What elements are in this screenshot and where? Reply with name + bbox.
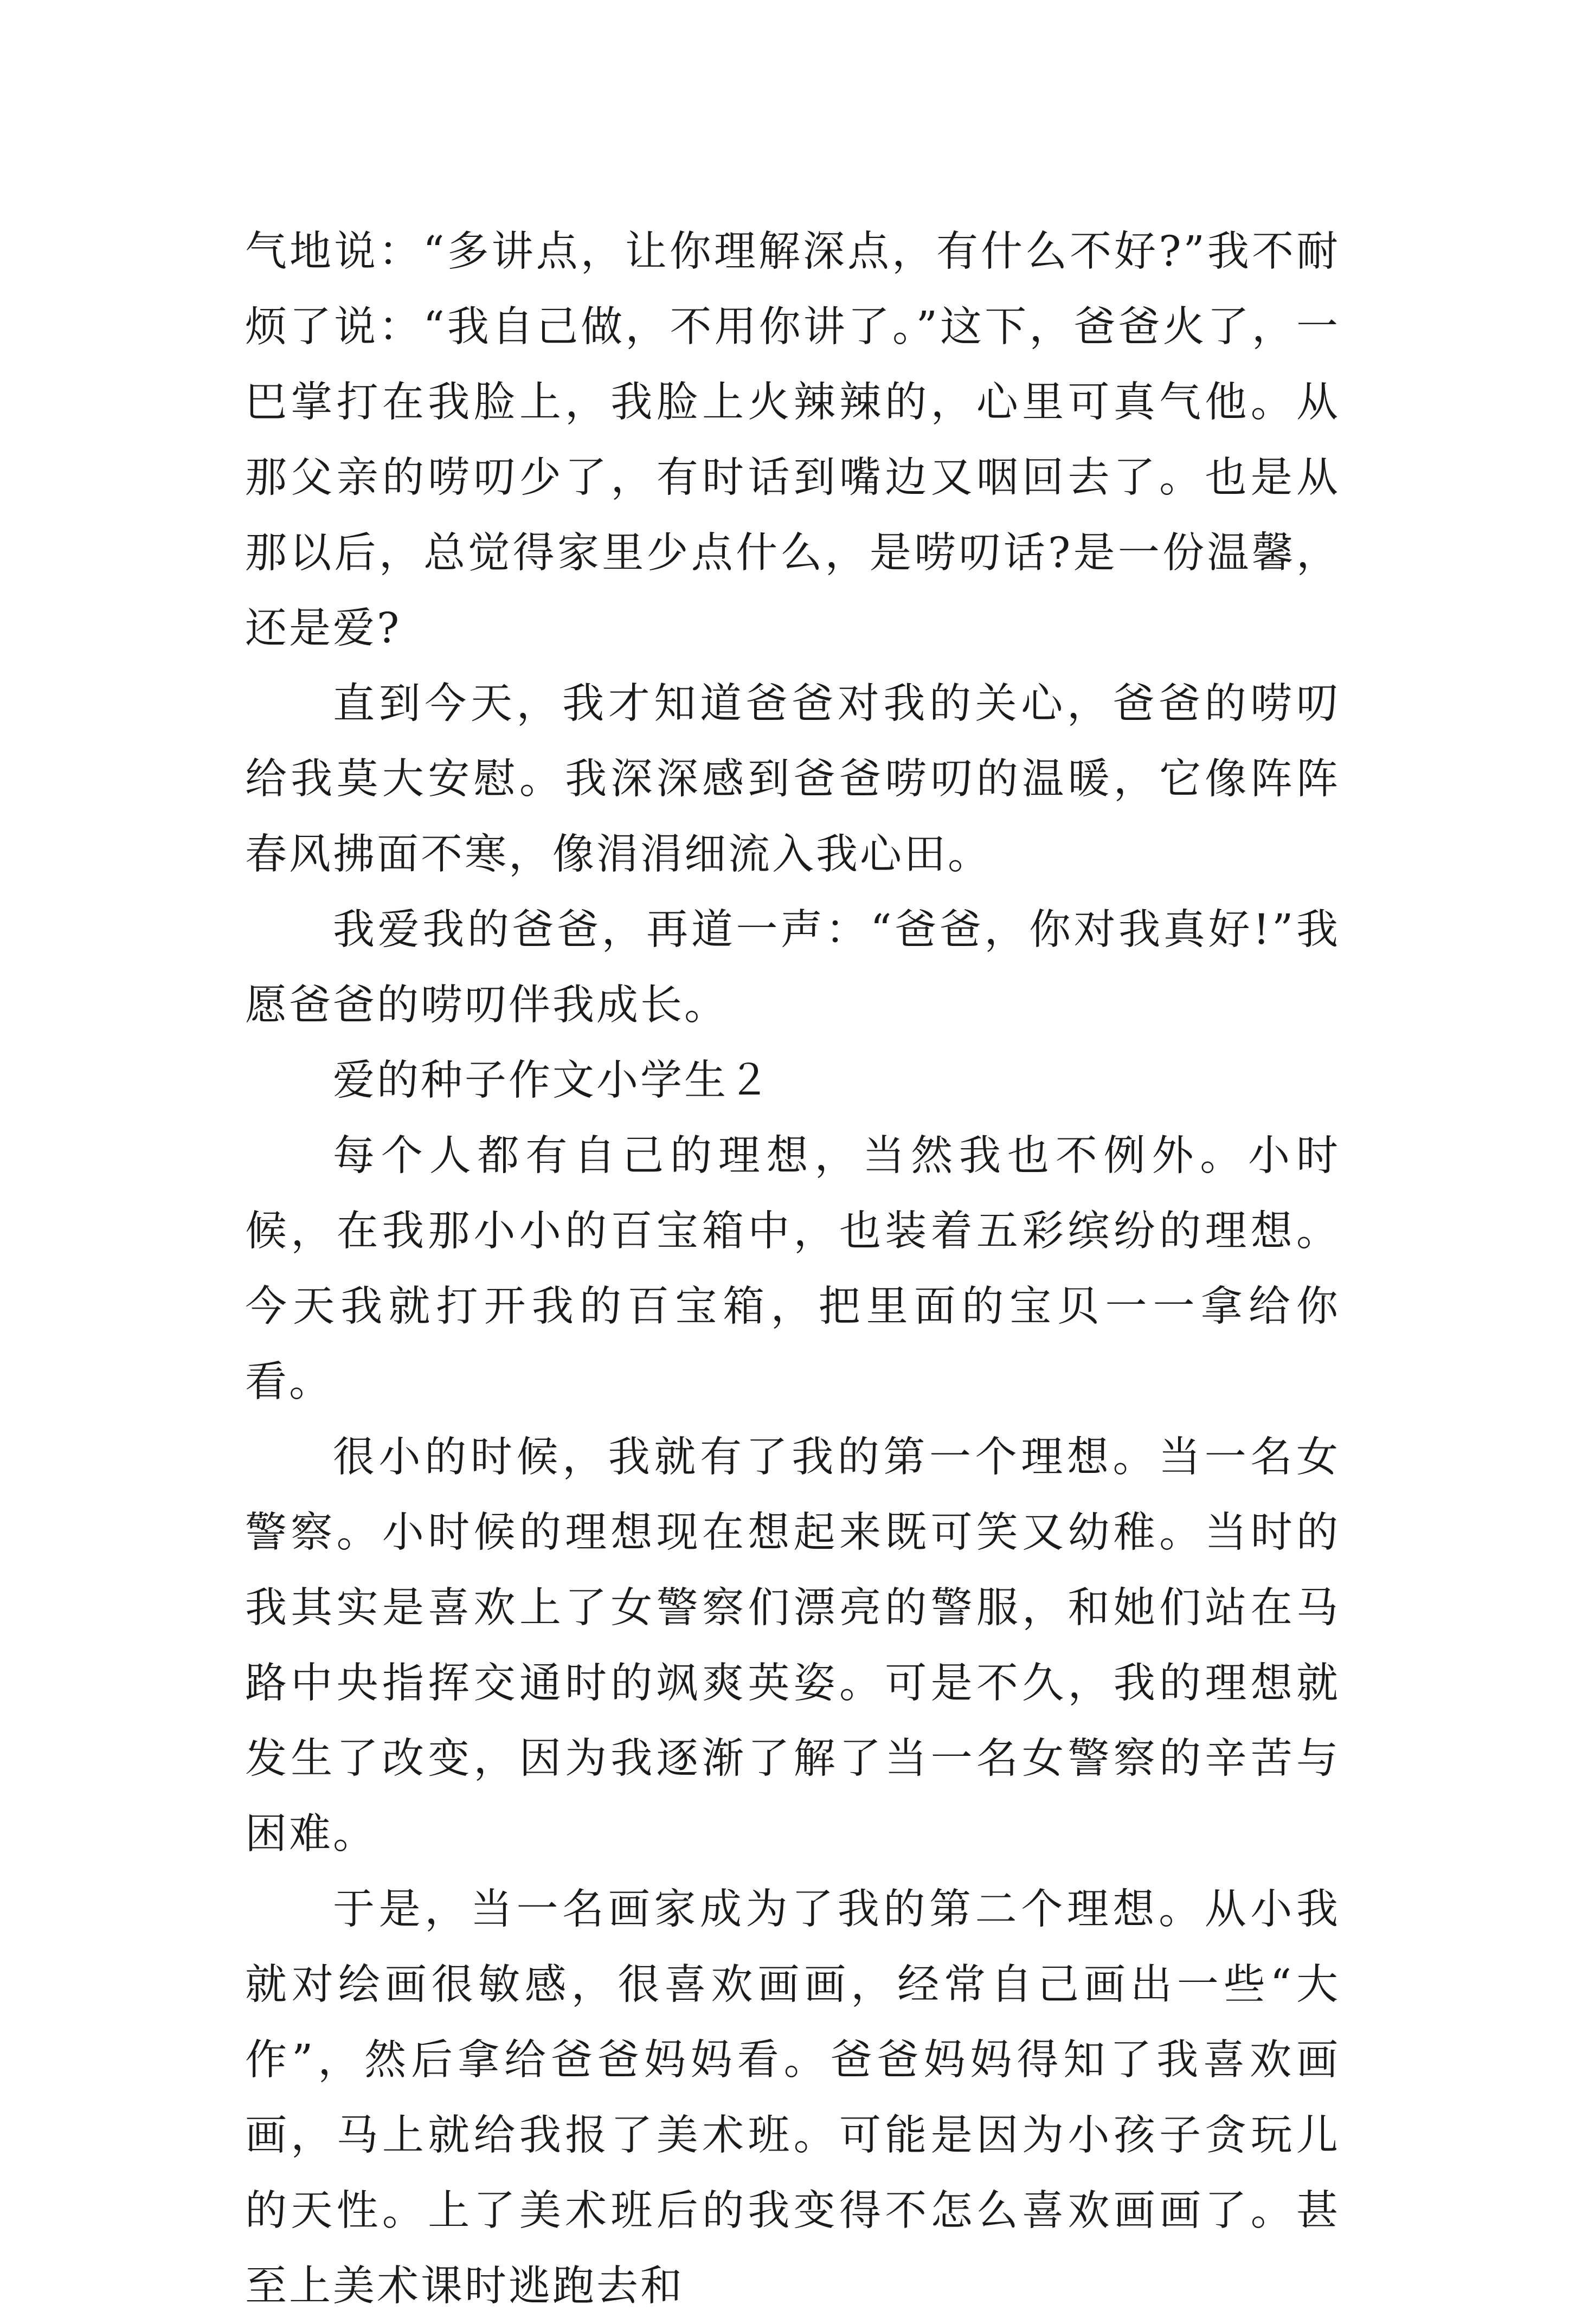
paragraph-6: 于是，当一名画家成为了我的第二个理想。从小我就对绘画很敏感，很喜欢画画，经常自己画出一些“大作”，然后拿给爸爸妈妈看。爸爸妈妈得知了我喜欢画画，马上就给我报了美术班。可能是因为小孩子贪玩儿的天性。上了美术班后的我变得不怎么喜欢画画了。甚至上美术课时逃跑去和 [245,1885,1340,2310]
paragraph-4: 每个人都有自己的理想，当然我也不例外。小时候，在我那小小的百宝箱中，也装着五彩缤纷的理想。今天我就打开我的百宝箱，把里面的宝贝一一拿给你看。 [245,1132,1340,1406]
paragraph-1: 气地说：“多讲点，让你理解深点，有什么不好?”我不耐烦了说：“我自己做，不用你讲了。”这下，爸爸火了，一巴掌打在我脸上，我脸上火辣辣的，心里可真气他。从那父亲的唠叨少了，有时话到嘴边又咽回去了。也是从那以后，总觉得家里少点什么，是唠叨话?是一份温馨，还是爱? [245,228,1340,653]
section-heading: 爱的种子作文小学生２ [333,1057,772,1105]
document-body [245,214,1340,2324]
paragraph-5: 很小的时候，我就有了我的第一个理想。当一名女警察。小时候的理想现在想起来既可笑又幼稚。当时的我其实是喜欢上了女警察们漂亮的警服，和她们站在马路中央指挥交通时的飒爽英姿。可是不久，我的理想就发生了改变，因为我逐渐了解了当一名女警察的辛苦与困难。 [245,1433,1340,1858]
paragraph-3: 我爱我的爸爸，再道一声：“爸爸，你对我真好!”我愿爸爸的唠叨伴我成长。 [245,906,1340,1029]
paragraph-2: 直到今天，我才知道爸爸对我的关心，爸爸的唠叨给我莫大安慰。我深深感到爸爸唠叨的温暖，它像阵阵春风拂面不寒，像涓涓细流入我心田。 [245,680,1340,879]
